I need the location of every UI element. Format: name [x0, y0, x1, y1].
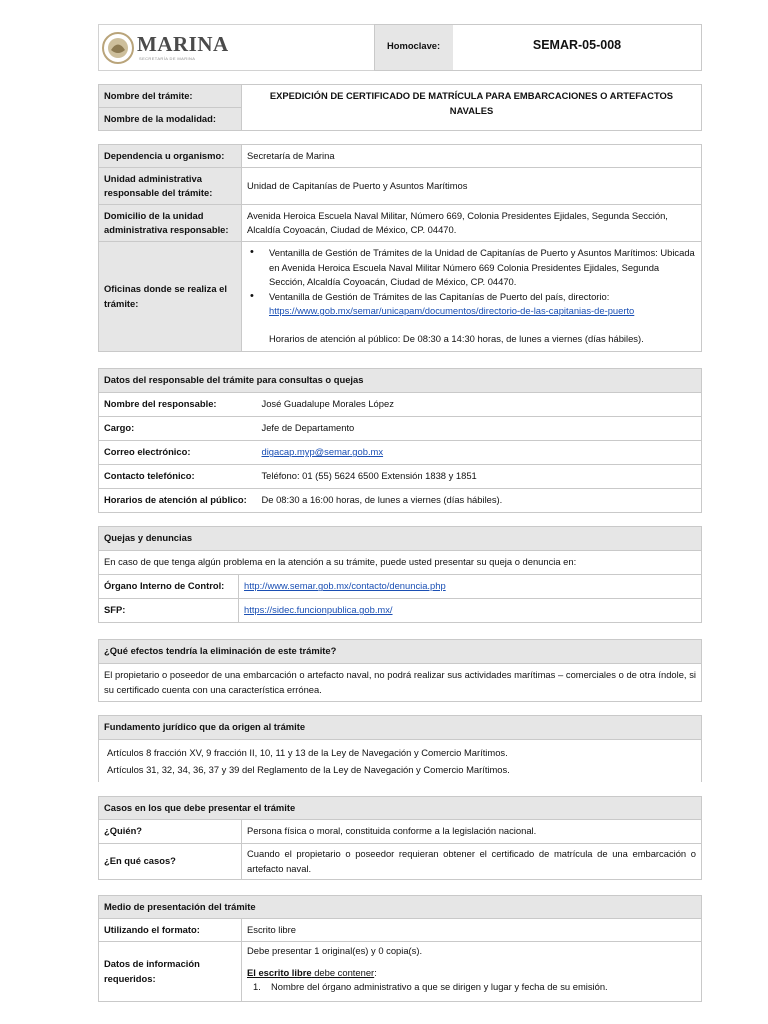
responsable-nombre-label: Nombre del responsable: — [99, 393, 257, 417]
logo-subtitle: SECRETARÍA DE MARINA — [139, 56, 196, 61]
oficinas-value — [242, 242, 702, 352]
oficinas-item-text: Ventanilla de Gestión de Trámites de las Capitanías de Puerto del país, directorio: — [269, 290, 610, 302]
quien-value: Persona física o moral, constituida conforme a la legislación nacional. — [242, 820, 702, 844]
que-casos-label: ¿En qué casos? — [99, 844, 242, 880]
oficinas-list — [247, 246, 696, 319]
sfp-link[interactable]: https://sidec.funcionpublica.gob.mx/ — [244, 604, 393, 616]
oic-label: Órgano Interno de Control: — [99, 575, 239, 599]
datos-line: Debe presentar 1 original(es) y 0 copia(s). — [247, 945, 423, 956]
tramite-table — [98, 84, 702, 131]
quejas-table — [98, 526, 702, 623]
correo-link[interactable]: digacap.myp@semar.gob.mx — [261, 446, 384, 458]
tramite-name-value: EXPEDICIÓN DE CERTIFICADO DE MATRÍCULA PARA EMBARCACIONES O ARTEFACTOS NAVALES — [242, 85, 702, 131]
logo — [98, 24, 375, 71]
homoclave-value-cell — [453, 24, 702, 71]
casos-table — [98, 796, 702, 880]
unidad-label: Unidad administrativa responsable del trámite: — [99, 168, 242, 205]
contacto-value: Teléfono: 01 (55) 5624 6500 Extensión 1838 y 1851 — [257, 465, 702, 489]
logo-text: MARINA — [137, 32, 229, 56]
cargo-label: Cargo: — [99, 417, 257, 441]
casos-title: Casos en los que debe presentar el trámite — [99, 797, 702, 820]
efectos-table — [98, 639, 702, 702]
datos-value — [242, 942, 702, 1002]
homoclave-value: SEMAR-05-008 — [532, 38, 622, 52]
dependencia-value: Secretaría de Marina — [242, 145, 702, 168]
modalidad-label: Nombre de la modalidad: — [99, 108, 242, 131]
domicilio-value: Avenida Heroica Escuela Naval Militar, Número 669, Colonia Presidentes Ejidales, Segunda Sección, Alcaldía Coyoacán, Ciudad de México, CP. 04470. — [242, 205, 702, 242]
medio-title: Medio de presentación del trámite — [99, 896, 702, 919]
datos-heading-bold: El escrito libre — [247, 966, 312, 978]
cargo-value: Jefe de Departamento — [257, 417, 702, 441]
oficinas-item: • Ventanilla de Gestión de Trámites de la Unidad de Capitanías de Puerto y Asuntos Marítimos: Ubicada en Avenida Heroica Escuela Naval Militar Número 669 Colonia Presidentes Ejidales, Segunda Sección, Alcaldía Coyoacán, Ciudad de México, CP. 04470. — [269, 246, 696, 290]
datos-heading — [247, 966, 696, 981]
homoclave-label: Homoclave: — [387, 40, 441, 51]
que-casos-value: Cuando el propietario o poseedor requieran obtener el certificado de matrícula de una embarcación o artefacto naval. — [242, 844, 702, 880]
unidad-value: Unidad de Capitanías de Puerto y Asuntos Marítimos — [242, 168, 702, 205]
fundamento-line: Artículos 31, 32, 34, 36, 37 y 39 del Reglamento de la Ley de Navegación y Comercio Marítimos. — [107, 764, 510, 776]
datos-heading-colon: : — [374, 966, 377, 978]
dependencia-label: Dependencia u organismo: — [99, 145, 242, 168]
dependencia-table — [98, 144, 702, 352]
oficinas-label: Oficinas donde se realiza el trámite: — [99, 242, 242, 352]
oficinas-horario: Horarios de atención al público: De 08:30 a 14:30 horas, de lunes a viernes (días hábiles). — [269, 332, 644, 344]
oficinas-item — [269, 290, 696, 319]
formato-label: Utilizando el formato: — [99, 919, 242, 942]
national-emblem-icon — [101, 31, 135, 65]
responsable-nombre-value: José Guadalupe Morales López — [257, 393, 702, 417]
fundamento-body — [99, 740, 702, 782]
medio-table — [98, 895, 702, 1002]
quien-label: ¿Quién? — [99, 820, 242, 844]
datos-item-text: Nombre del órgano administrativo a que se dirigen y lugar y fecha de su emisión. — [271, 981, 608, 992]
responsable-title: Datos del responsable del trámite para consultas o quejas — [99, 369, 702, 393]
quejas-title: Quejas y denuncias — [99, 527, 702, 551]
formato-value: Escrito libre — [242, 919, 702, 942]
oic-link[interactable]: http://www.semar.gob.mx/contacto/denuncia.php — [244, 580, 446, 592]
datos-heading-rest: debe contener — [311, 966, 375, 978]
contacto-label: Contacto telefónico: — [99, 465, 257, 489]
datos-item-number: 1. — [253, 981, 261, 992]
homoclave-label-cell — [374, 24, 454, 71]
fundamento-title: Fundamento jurídico que da origen al trámite — [99, 716, 702, 740]
efectos-title: ¿Qué efectos tendría la eliminación de este trámite? — [99, 640, 702, 664]
sfp-label: SFP: — [99, 599, 239, 623]
datos-label: Datos de información requeridos: — [99, 942, 242, 1002]
tramite-name-label: Nombre del trámite: — [99, 85, 242, 108]
directorio-link[interactable]: https://www.gob.mx/semar/unicapam/documentos/directorio-de-las-capitanias-de-puerto — [269, 305, 635, 316]
horario-label: Horarios de atención al público: — [99, 489, 257, 513]
fundamento-line: Artículos 8 fracción XV, 9 fracción II, 10, 11 y 13 de la Ley de Navegación y Comercio Marítimos. — [107, 746, 508, 758]
datos-item — [247, 980, 696, 995]
domicilio-label: Domicilio de la unidad administrativa responsable: — [99, 205, 242, 242]
efectos-text: El propietario o poseedor de una embarcación o artefacto naval, no podrá realizar sus actividades marítimas – comerciales o de otra índole, si su certificado cuenta con una característica errónea. — [99, 664, 702, 702]
correo-label: Correo electrónico: — [99, 441, 257, 465]
responsable-table — [98, 368, 702, 513]
horario-value: De 08:30 a 16:00 horas, de lunes a viernes (días hábiles). — [257, 489, 702, 513]
quejas-intro: En caso de que tenga algún problema en la atención a su trámite, puede usted presentar su queja o denuncia en: — [99, 551, 702, 575]
fundamento-table — [98, 715, 702, 782]
